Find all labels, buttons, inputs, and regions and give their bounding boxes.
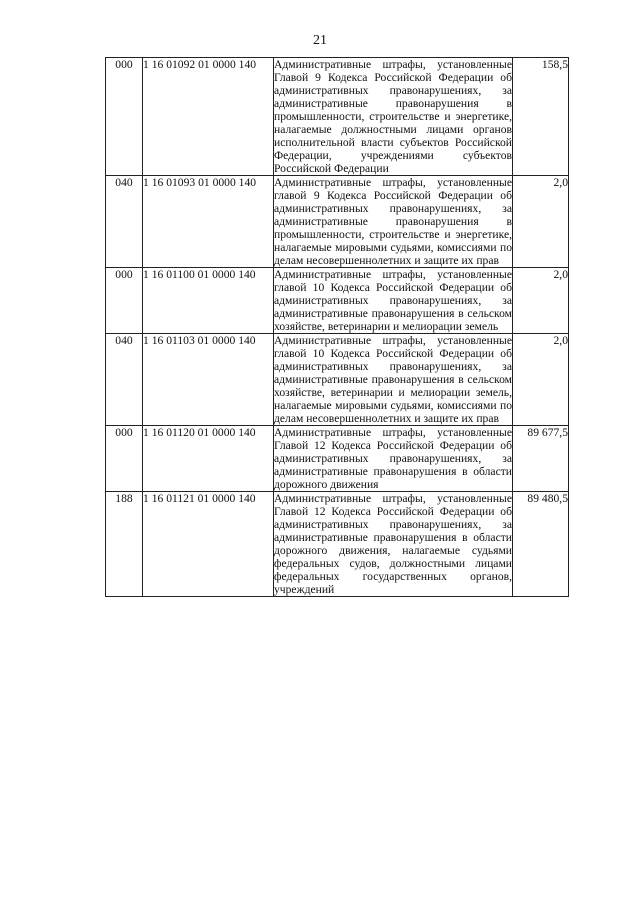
revenue-name-cell: Административные штрафы, установленные главой 10 Кодекса Российской Федерации об административных правонарушениях, за административные правонарушения в сельском хозяйстве, ветеринарии и мелиорации земель	[274, 268, 512, 333]
amount-cell: 2,0	[513, 268, 569, 334]
kbk-code-cell: 1 16 01121 01 0000 140	[143, 492, 274, 597]
table-row	[106, 426, 569, 492]
revenue-name-cell: Административные штрафы, установленные Главой 9 Кодекса Российской Федерации об административных правонарушениях, за административные правонарушения в промышленности, строительстве и энергетике, налагаемые должностными лицами органов исполнительной власти субъектов Российской Федерации, учреждениями субъектов Российской Федерации	[274, 58, 512, 175]
amount-cell: 158,5	[513, 58, 569, 176]
table-row	[106, 334, 569, 426]
admin-code-cell: 188	[106, 492, 143, 597]
revenue-table	[105, 57, 569, 597]
kbk-code-cell: 1 16 01120 01 0000 140	[143, 426, 274, 492]
revenue-name-cell: Административные штрафы, установленные главой 10 Кодекса Российской Федерации об административных правонарушениях, за административные правонарушения в сельском хозяйстве, ветеринарии и мелиорации земель, налагаемые мировыми судьями, комиссиями по делам несовершеннолетних и защите их прав	[274, 334, 512, 425]
admin-code-cell: 040	[106, 176, 143, 268]
admin-code-cell: 040	[106, 334, 143, 426]
amount-cell: 2,0	[513, 176, 569, 268]
amount-cell: 89 480,5	[513, 492, 569, 597]
admin-code-cell: 000	[106, 58, 143, 176]
revenue-name-cell: Административные штрафы, установленные Главой 12 Кодекса Российской Федерации об административных правонарушениях, за административные правонарушения в области дорожного движения	[274, 426, 512, 491]
amount-cell: 2,0	[513, 334, 569, 426]
kbk-code-cell: 1 16 01100 01 0000 140	[143, 268, 274, 334]
admin-code-cell: 000	[106, 426, 143, 492]
kbk-code-cell: 1 16 01103 01 0000 140	[143, 334, 274, 426]
kbk-code-cell: 1 16 01092 01 0000 140	[143, 58, 274, 176]
admin-code-cell: 000	[106, 268, 143, 334]
amount-cell: 89 677,5	[513, 426, 569, 492]
table-row	[106, 58, 569, 176]
table-row	[106, 492, 569, 597]
revenue-name-cell: Административные штрафы, установленные главой 9 Кодекса Российской Федерации об административных правонарушениях, за административные правонарушения в промышленности, строительстве и энергетике, налагаемые мировыми судьями, комиссиями по делам несовершеннолетних и защите их прав	[274, 176, 512, 267]
page-number: 21	[313, 33, 327, 48]
kbk-code-cell: 1 16 01093 01 0000 140	[143, 176, 274, 268]
table-row	[106, 176, 569, 268]
revenue-name-cell: Административные штрафы, установленные Главой 12 Кодекса Российской Федерации об административных правонарушениях, за административные правонарушения в области дорожного движения, налагаемые судьями федеральных судов, должностными лицами федеральных государственных органов, учреждений	[274, 492, 512, 596]
table-row	[106, 268, 569, 334]
